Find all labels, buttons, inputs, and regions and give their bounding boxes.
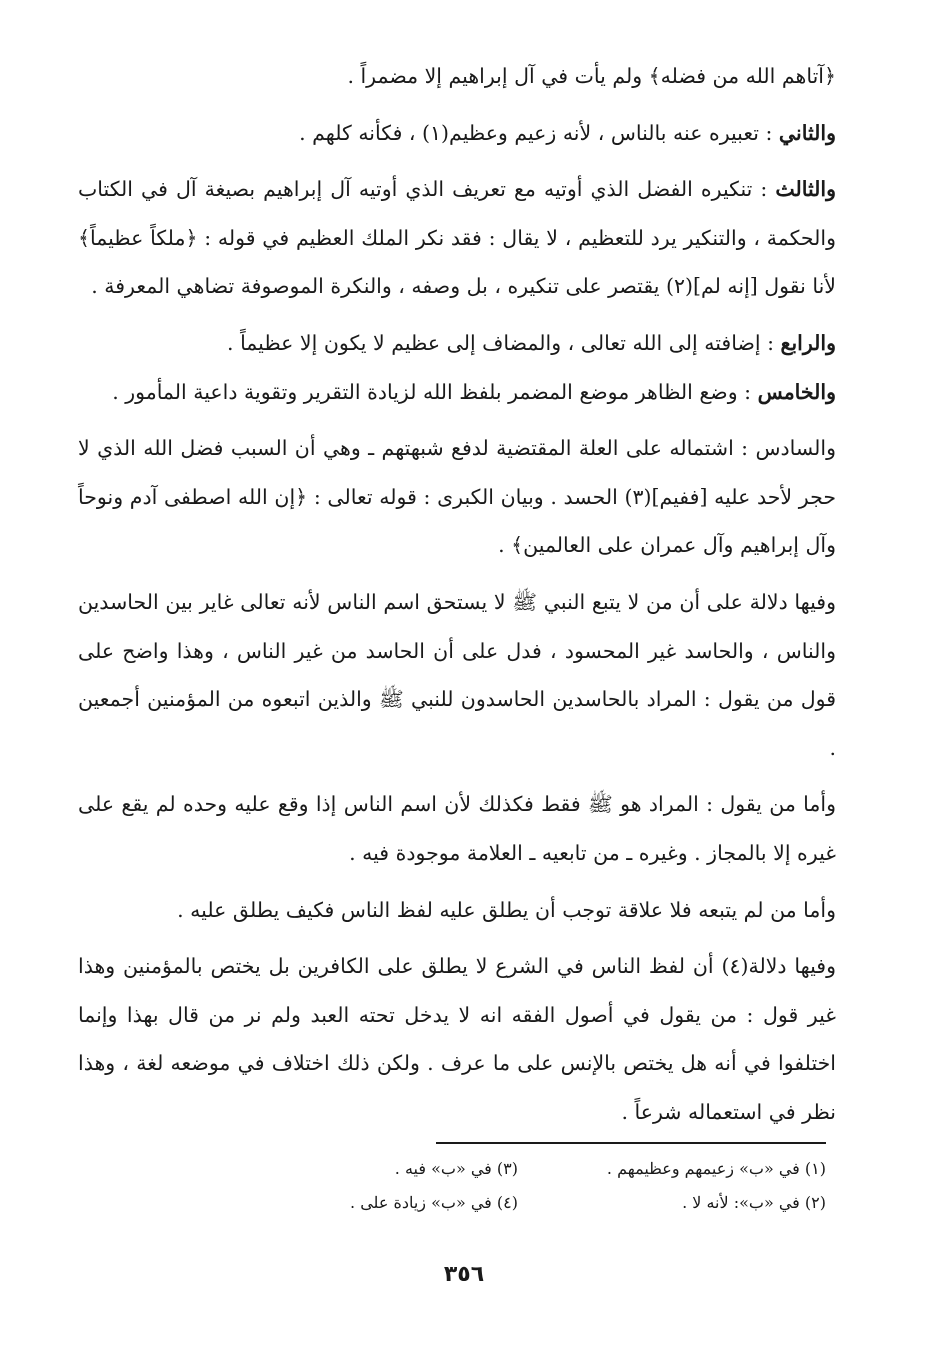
paragraph-text: وفيها دلالة(٤) أن لفظ الناس في الشرع لا يطلق على الكافرين بل يختص بالمؤمنين وهذا غير قول : من يقول في أصول الفقه انه لا يدخل تحته العبد ولم نر من قال بهذا وإنما اختلفوا في أنه هل يختص بالإنس على ما عرف . ولكن ذلك اختلاف في موضعه لغة ، وهذا نظر في استعماله شرعاً . <box>78 954 836 1124</box>
paragraph-8 <box>78 780 836 877</box>
footnotes <box>250 1152 826 1220</box>
paragraph-text: ﴿آتاهم الله من فضله﴾ ولم يأت في آل إبراهيم إلا مضمراً . <box>347 64 836 88</box>
paragraph-text: : وضع الظاهر موضع المضمر بلفظ الله لزيادة التقرير وتقوية داعية المأمور . <box>112 379 752 404</box>
footnote-2: (٢) في «ب»: لأنه لا . <box>682 1193 826 1212</box>
paragraph-label: والرابع <box>780 330 836 355</box>
paragraph-text: والسادس : اشتماله على العلة المقتضية لدفع شبهتهم ـ وهي أن السبب فضل الله الذي لا حجر لأحد عليه [ففيم](٣) الحسد . وبيان الكبرى : قوله تعالى : ﴿إن الله اصطفى آدم ونوحاً وآل إبراهيم وآل عمران على العالمين﴾ . <box>78 436 837 558</box>
paragraph-5 <box>78 368 836 417</box>
footnote-divider <box>436 1142 826 1144</box>
paragraph-label: والثاني <box>778 120 836 145</box>
paragraph-text: : إضافته إلى الله تعالى ، والمضاف إلى عظيم لا يكون إلا عظيماً . <box>227 330 774 355</box>
paragraph-text: وفيها دلالة على أن من لا يتبع النبي ﷺ لا يستحق اسم الناس لأنه تعالى غاير بين الحاسدين والناس ، والحاسد غير المحسود ، فدل على أن الحاسد من غير الناس ، وهذا واضح على قول من يقول : المراد بالحاسدين الحاسدون للنبي ﷺ والذين اتبعوه من المؤمنين أجمعين . <box>78 589 836 760</box>
paragraph-2 <box>78 109 836 158</box>
paragraph-label: والخامس <box>757 379 836 404</box>
paragraph-text: : تعبيره عنه بالناس ، لأنه زعيم وعظيم(١) ، فكأنه كلهم . <box>299 120 773 145</box>
paragraph-3 <box>78 165 836 311</box>
page-number: ٣٥٦ <box>443 1262 485 1287</box>
footnote-3: (٣) في «ب» فيه . <box>394 1159 518 1178</box>
paragraph-label: والثالث <box>775 177 836 202</box>
paragraph-text: وأما من يقول : المراد هو ﷺ فقط فكذلك لأن اسم الناس إذا وقع عليه وحده لم يقع على غيره إلا بالمجاز . وغيره ـ من تابعيه ـ العلامة موجودة فيه . <box>78 792 836 865</box>
footnote-1: (١) في «ب» زعيمهم وعظيمهم . <box>606 1159 826 1178</box>
footnote-4: (٤) في «ب» زيادة على . <box>350 1193 518 1212</box>
paragraph-text: : تنكيره الفضل الذي أوتيه مع تعريف الذي أوتيه آل إبراهيم بصيغة آل في الكتاب والحكمة ، والتنكير يرد للتعظيم ، لا يقال : فقد نكر الملك العظيم في قوله : ﴿ملكاً عظيماً﴾ لأنا نقول [إنه لم](٢) يقتصر على تنكيره ، بل وصفه ، والنكرة الموصوفة تضاهي المعرفة . <box>78 177 836 299</box>
paragraph-9 <box>78 886 836 935</box>
paragraph-4 <box>78 319 836 368</box>
paragraph-6 <box>78 424 836 570</box>
body-text <box>78 52 836 1136</box>
paragraph-7 <box>78 578 836 772</box>
paragraph-text: وأما من لم يتبعه فلا علاقة توجب أن يطلق عليه لفظ الناس فكيف يطلق عليه . <box>177 897 836 922</box>
paragraph-10 <box>78 942 836 1136</box>
paragraph-1 <box>78 52 836 101</box>
